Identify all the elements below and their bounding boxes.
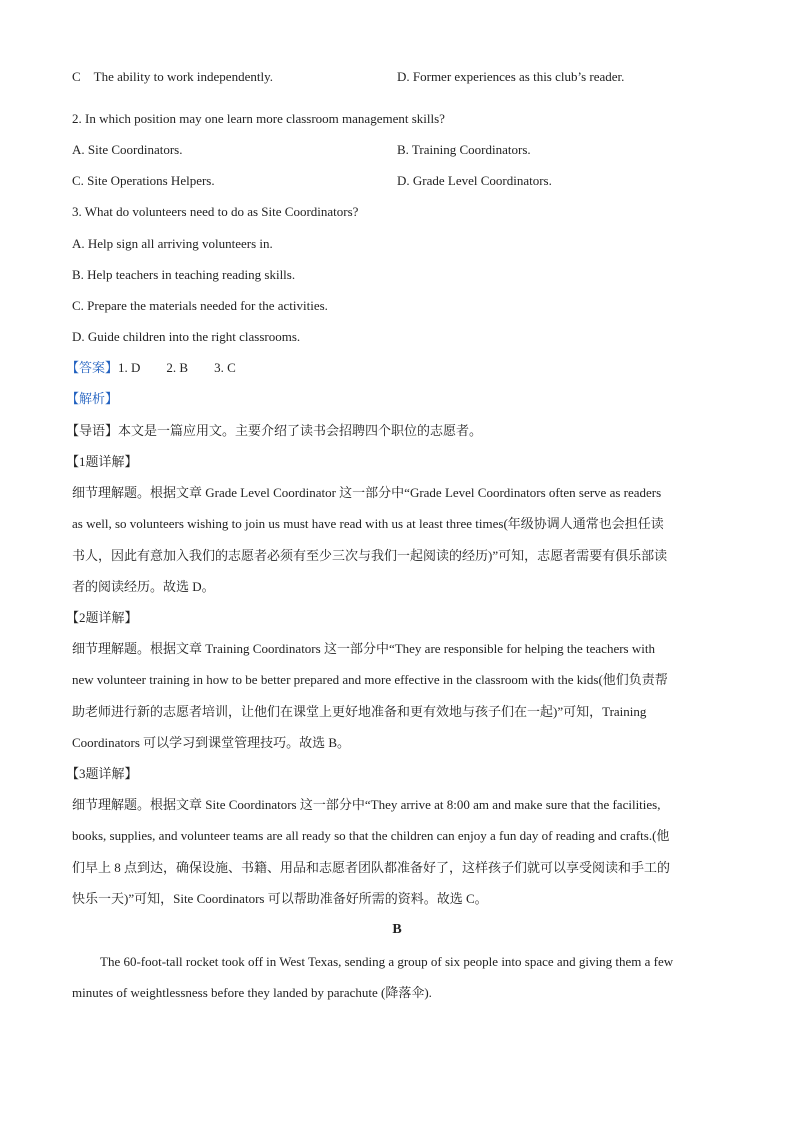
detail1-line-2: as well, so volunteers wishing to join us must have read with us at least three times(年级协调人通常也会担任读 bbox=[72, 516, 664, 531]
q2-stem: 2. In which position may one learn more classroom management skills? bbox=[72, 111, 445, 126]
detail2-heading: 【2题详解】 bbox=[66, 610, 138, 625]
q3-option-b: B. Help teachers in teaching reading skills. bbox=[72, 267, 296, 282]
detail3-line-3: 们早上 8 点到达，确保设施、书籍、用品和志愿者团队都准备好了，这样孩子们就可以享受阅读和手工的 bbox=[72, 860, 671, 875]
answer-text: 1. D 2. B 3. C bbox=[118, 360, 236, 375]
intro-text: 本文是一篇应用文。主要介绍了读书会招聘四个职位的志愿者。 bbox=[118, 423, 483, 438]
detail3-line-4: 快乐一天)”可知，Site Coordinators 可以帮助准备好所需的资料。故选 C。 bbox=[72, 891, 488, 906]
q3-option-a: A. Help sign all arriving volunteers in. bbox=[72, 236, 273, 251]
detail1-line-3: 书人，因此有意加入我们的志愿者必须有至少三次与我们一起阅读的经历)”可知，志愿者需要有俱乐部读 bbox=[72, 548, 668, 563]
q2-option-b: B. Training Coordinators. bbox=[397, 142, 531, 157]
detail1-line-4: 者的阅读经历。故选 D。 bbox=[72, 579, 215, 594]
intro-tag: 【导语】 bbox=[66, 423, 119, 438]
q3-option-d: D. Guide children into the right classrooms. bbox=[72, 329, 301, 344]
q3-stem: 3. What do volunteers need to do as Site Coordinators? bbox=[72, 204, 359, 219]
q2-option-c: C. Site Operations Helpers. bbox=[72, 173, 215, 188]
detail2-line-1: 细节理解题。根据文章 Training Coordinators 这一部分中“They are responsible for helping the teachers with bbox=[72, 641, 655, 656]
q3-option-c: C. Prepare the materials needed for the activities. bbox=[72, 298, 328, 313]
section-b-line-1: The 60-foot-tall rocket took off in West Texas, sending a group of six people into space and giving them a few bbox=[100, 954, 674, 969]
detail3-line-2: books, supplies, and volunteer teams are all ready so that the children can enjoy a fun day of reading and crafts.(他 bbox=[72, 828, 670, 843]
intro-line bbox=[66, 423, 482, 439]
detail2-line-3: 助老师进行新的志愿者培训，让他们在课堂上更好地准备和更有效地与孩子们在一起)”可知，Training bbox=[72, 704, 647, 719]
detail2-line-2: new volunteer training in how to be better prepared and more effective in the classroom with the kids(他们负责帮 bbox=[72, 672, 668, 687]
detail1-heading: 【1题详解】 bbox=[66, 454, 138, 469]
q2-option-d: D. Grade Level Coordinators. bbox=[397, 173, 552, 188]
q1-option-d: D. Former experiences as this club’s reader. bbox=[397, 69, 625, 84]
answer-tag: 【答案】 bbox=[66, 360, 119, 375]
q2-option-a: A. Site Coordinators. bbox=[72, 142, 183, 157]
detail1-line-1: 细节理解题。根据文章 Grade Level Coordinator 这一部分中“Grade Level Coordinators often serve as readers bbox=[72, 485, 662, 500]
detail2-line-4: Coordinators 可以学习到课堂管理技巧。故选 B。 bbox=[72, 735, 351, 750]
detail3-heading: 【3题详解】 bbox=[66, 766, 138, 781]
q1-option-c: C The ability to work independently. bbox=[72, 69, 273, 84]
section-b-heading: B bbox=[392, 922, 402, 937]
detail3-line-1: 细节理解题。根据文章 Site Coordinators 这一部分中“They arrive at 8:00 am and make sure that the facilities, bbox=[72, 797, 661, 812]
answer-line bbox=[66, 360, 236, 376]
section-b-line-2: minutes of weightlessness before they landed by parachute (降落伞). bbox=[72, 985, 432, 1000]
analysis-tag: 【解析】 bbox=[66, 391, 119, 406]
